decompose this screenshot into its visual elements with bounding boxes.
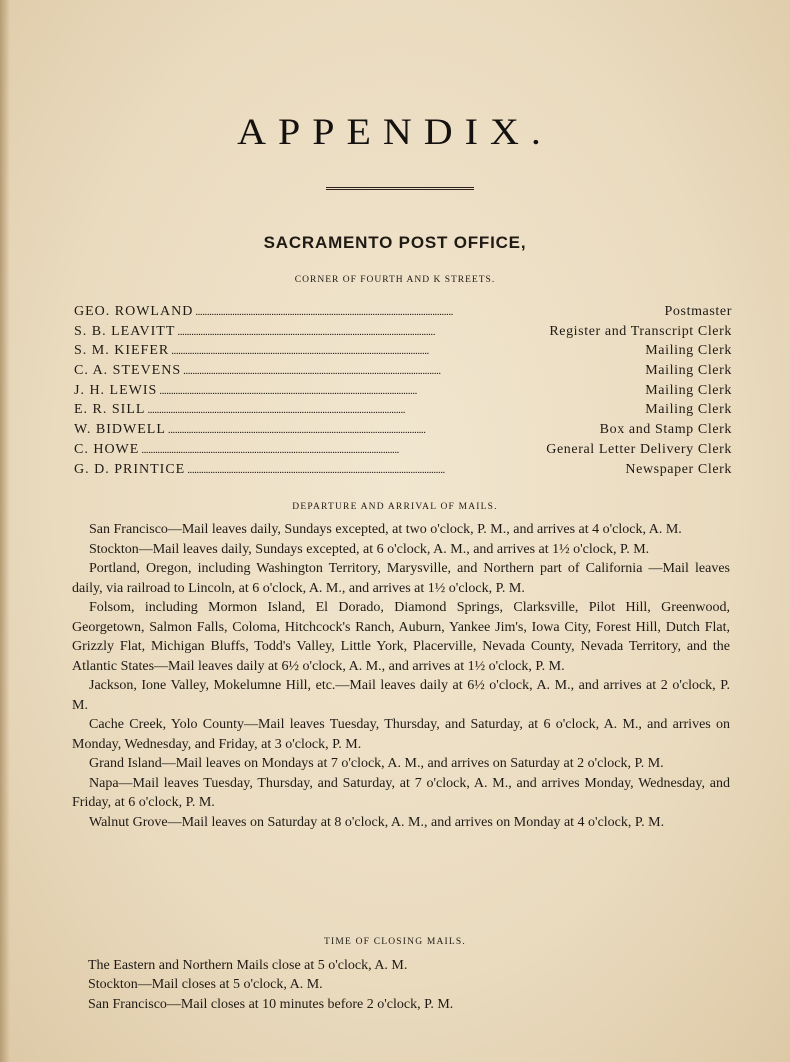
title-divider: [326, 187, 474, 190]
schedule-entry: Stockton—Mail leaves daily, Sundays excepted, at 6 o'clock, A. M., and arrives at 1½ o'clock, P. M.: [89, 541, 650, 557]
schedule-entry: Portland, Oregon, including Washington Territory, Marysville, and Northern part of California —Mail leaves daily, via railroad to Lincoln, at 6 o'clock, A. M., and arrives at 1½ o'clock, P. M.: [72, 561, 730, 596]
staff-role: Mailing Clerk: [645, 343, 732, 359]
office-name: SACRAMENTO POST OFFICE,: [263, 233, 527, 252]
staff-row: [74, 363, 732, 383]
staff-name: C. A. STEVENS: [74, 363, 182, 379]
staff-name: W. BIDWELL: [74, 422, 166, 438]
closing-entry: The Eastern and Northern Mails close at 5 o'clock, A. M.: [88, 958, 408, 973]
staff-role: Register and Transcript Clerk: [549, 323, 732, 339]
office-address: CORNER OF FOURTH AND K STREETS.: [294, 275, 496, 285]
dot-leader: [147, 404, 643, 416]
staff-row: [74, 324, 732, 344]
dot-leader: [183, 365, 643, 377]
staff-row: [74, 383, 732, 403]
schedule-entry: Cache Creek, Yolo County—Mail leaves Tuesday, Thursday, and Saturday, at 6 o'clock, A. M., and arrives on Monday, Wednesday, and Friday, at 3 o'clock, P. M.: [72, 717, 730, 752]
departure-heading: DEPARTURE AND ARRIVAL OF MAILS.: [292, 502, 498, 512]
closing-heading: TIME OF CLOSING MAILS.: [324, 937, 466, 947]
staff-role: Postmaster: [664, 304, 732, 319]
staff-row: [74, 462, 732, 482]
schedule-entry: Walnut Grove—Mail leaves on Saturday at 8 o'clock, A. M., and arrives on Monday at 4 o'clock, P. M.: [89, 814, 665, 830]
departure-schedule: [72, 520, 730, 832]
staff-name: GEO. ROWLAND: [74, 304, 194, 319]
staff-role: Mailing Clerk: [645, 382, 732, 398]
schedule-entry: Napa—Mail leaves Tuesday, Thursday, and Saturday, at 7 o'clock, A. M., and arrives Monday, Wednesday, and Friday, at 6 o'clock, P. M.: [72, 775, 730, 810]
dot-leader: [159, 385, 643, 397]
staff-role: Newspaper Clerk: [625, 461, 732, 477]
staff-role: General Letter Delivery Clerk: [546, 441, 732, 457]
staff-role: Mailing Clerk: [645, 363, 732, 379]
closing-entry: Stockton—Mail closes at 5 o'clock, A. M.: [88, 977, 323, 993]
staff-name: S. M. KIEFER: [74, 343, 170, 359]
appendix-title: APPENDIX.: [237, 110, 553, 153]
dot-leader: [177, 326, 547, 338]
staff-name: C. HOWE: [74, 441, 140, 457]
dot-leader: [187, 464, 623, 476]
staff-role: Box and Stamp Clerk: [599, 422, 732, 438]
schedule-entry: Grand Island—Mail leaves on Mondays at 7 o'clock, A. M., and arrives on Saturday at 2 o'clock, P. M.: [89, 756, 664, 771]
staff-row: [74, 304, 732, 324]
staff-name: S. B. LEAVITT: [74, 323, 176, 339]
dot-leader: [171, 345, 643, 357]
staff-list: [74, 304, 732, 481]
dot-leader: [141, 444, 544, 456]
dot-leader: [195, 306, 662, 318]
staff-row: [74, 402, 732, 422]
staff-row: [74, 422, 732, 442]
schedule-entry: San Francisco—Mail leaves daily, Sundays excepted, at two o'clock, P. M., and arrives at 4 o'clock, A. M.: [89, 522, 682, 537]
staff-name: E. R. SILL: [74, 402, 146, 418]
staff-role: Mailing Clerk: [645, 402, 732, 418]
staff-row: [74, 343, 732, 363]
staff-row: [74, 442, 732, 462]
staff-name: J. H. LEWIS: [74, 382, 158, 398]
schedule-entry: Folsom, including Mormon Island, El Dorado, Diamond Springs, Clarksville, Pilot Hill, Greenwood, Georgetown, Salmon Falls, Coloma, Hitchcock's Ranch, Auburn, Yankee Jim's, Iowa City, Forest Hill, Dutch Flat, Grizzly Flat, Michigan Bluffs, Todd's Valley, Little York, Placerville, Nevada County, Nevada Territory, and the Atlantic States—Mail leaves daily at 6½ o'clock, A. M., and arrives at 1½ o'clock, P. M.: [72, 600, 730, 674]
dot-leader: [168, 424, 598, 436]
staff-name: G. D. PRINTICE: [74, 461, 186, 477]
closing-times: [88, 956, 728, 1014]
closing-entry: San Francisco—Mail closes at 10 minutes before 2 o'clock, P. M.: [88, 996, 454, 1012]
schedule-entry: Jackson, Ione Valley, Mokelumne Hill, etc.—Mail leaves daily at 6½ o'clock, A. M., and arrives at 2 o'clock, P. M.: [72, 678, 730, 713]
page-edge-shadow: [0, 0, 10, 1062]
